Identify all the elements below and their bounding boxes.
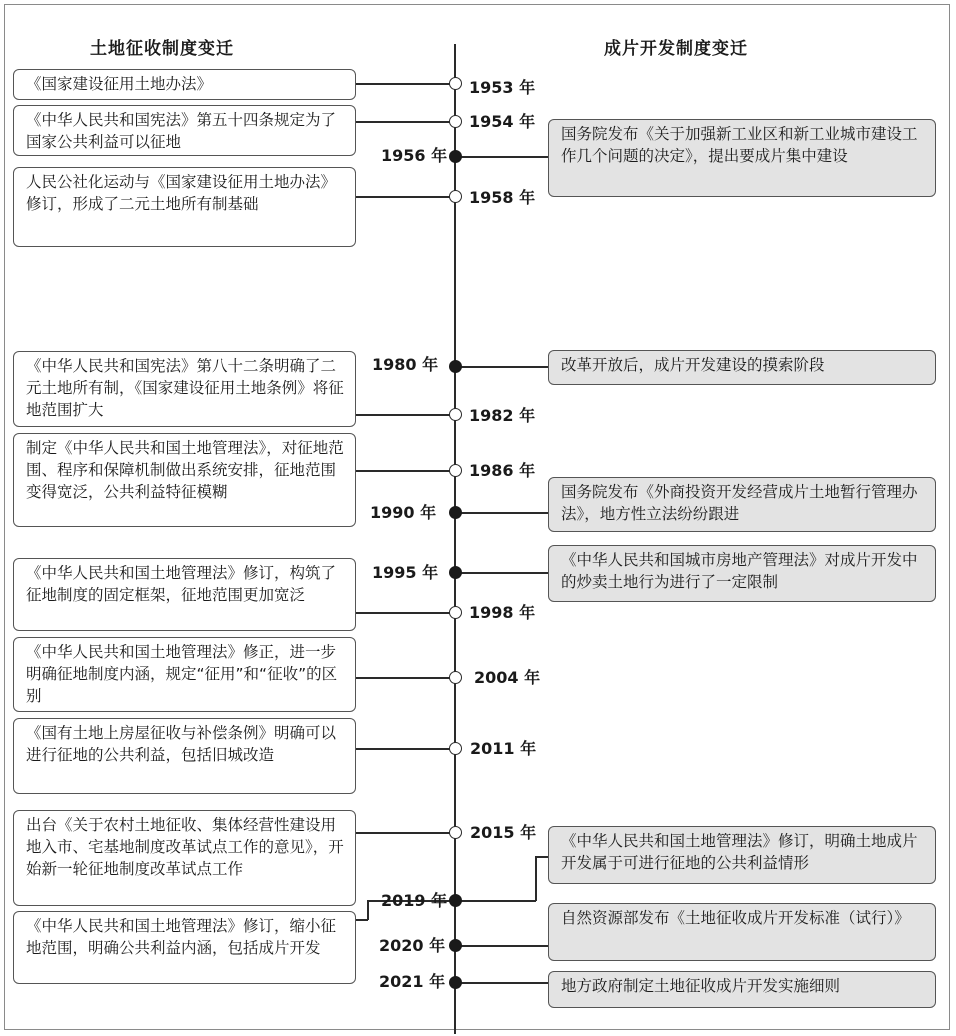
year-label-1998: 1998 年 [469,603,536,622]
connector-1980 [461,366,550,368]
year-label-1982: 1982 年 [469,406,536,425]
connector-2011 [355,748,450,750]
year-label-1958: 1958 年 [469,188,536,207]
year-label-2020: 2020 年 [379,936,446,955]
year-label-2004: 2004 年 [474,668,541,687]
year-label-2015: 2015 年 [470,823,537,842]
marker-1998 [449,606,462,619]
right-event-1990: 国务院发布《外商投资开发经营成片土地暂行管理办法》，地方性立法纷纷跟进 [548,477,936,532]
connector-1958 [355,196,450,198]
year-label-1995: 1995 年 [372,563,439,582]
left-event-1998: 《中华人民共和国土地管理法》修订，构筑了征地制度的固定框架，征地范围更加宽泛 [13,558,356,631]
marker-2004 [449,671,462,684]
marker-1982 [449,408,462,421]
year-label-1953: 1953 年 [469,78,536,97]
left-event-1954: 《中华人民共和国宪法》第五十四条规定为了国家公共利益可以征地 [13,105,356,156]
connector-2019-tick [355,919,368,921]
connector-2021 [461,982,550,984]
right-event-2019: 《中华人民共和国土地管理法》修订，明确土地成片开发属于可进行征地的公共利益情形 [548,826,936,884]
marker-1986 [449,464,462,477]
connector-1995 [461,572,550,574]
right-column-title: 成片开发制度变迁 [604,39,748,59]
left-event-2019: 《中华人民共和国土地管理法》修订，缩小征地范围，明确公共利益内涵，包括成片开发 [13,911,356,984]
left-event-1986: 制定《中华人民共和国土地管理法》，对征地范围、程序和保障机制做出系统安排，征地范围变得宽泛，公共利益特征模糊 [13,433,356,527]
connector-2004 [355,677,450,679]
connector-1982 [355,414,450,416]
marker-1958 [449,190,462,203]
marker-1953 [449,77,462,90]
year-label-2011: 2011 年 [470,739,537,758]
left-event-1982: 《中华人民共和国宪法》第八十二条明确了二元土地所有制，《国家建设征用土地条例》将征地范围扩大 [13,351,356,427]
connector-2020 [461,945,550,947]
left-event-2004: 《中华人民共和国土地管理法》修正，进一步明确征地制度内涵，规定“征用”和“征收”的区别 [13,637,356,712]
marker-2020 [449,939,462,952]
year-label-2019: 2019 年 [381,891,448,910]
connector-1998 [355,612,450,614]
connector-2019-bracket [367,900,369,920]
marker-1990 [449,506,462,519]
right-event-1956: 国务院发布《关于加强新工业区和新工业城市建设工作几个问题的决定》，提出要成片集中建设 [548,119,936,197]
marker-2019 [449,894,462,907]
connector-2015 [355,832,450,834]
connector-1986 [355,470,450,472]
connector-1956 [461,156,550,158]
marker-2011 [449,742,462,755]
right-event-2020: 自然资源部发布《土地征收成片开发标准（试行）》 [548,903,936,961]
right-event-1980: 改革开放后，成片开发建设的摸索阶段 [548,350,936,385]
marker-1995 [449,566,462,579]
year-label-2021: 2021 年 [379,972,446,991]
marker-1980 [449,360,462,373]
marker-2021 [449,976,462,989]
left-column-title: 土地征收制度变迁 [90,39,234,59]
left-event-2015: 出台《关于农村土地征收、集体经营性建设用地入市、宅基地制度改革试点工作的意见》，开始新一轮征地制度改革试点工作 [13,810,356,906]
connector-1953 [355,83,450,85]
year-label-1954: 1954 年 [469,112,536,131]
connector-1954 [355,121,450,123]
right-event-1995: 《中华人民共和国城市房地产管理法》对成片开发中的炒卖土地行为进行了一定限制 [548,545,936,602]
year-label-1956: 1956 年 [381,146,448,165]
year-label-1990: 1990 年 [370,503,437,522]
connector-2019-right [461,900,536,902]
marker-1956 [449,150,462,163]
left-event-1958: 人民公社化运动与《国家建设征用土地办法》修订，形成了二元土地所有制基础 [13,167,356,247]
year-label-1986: 1986 年 [469,461,536,480]
marker-1954 [449,115,462,128]
marker-2015 [449,826,462,839]
connector-1990 [461,512,550,514]
connector-2019-riser [535,856,537,901]
right-event-2021: 地方政府制定土地征收成片开发实施细则 [548,971,936,1008]
left-event-1953: 《国家建设征用土地办法》 [13,69,356,100]
left-event-2011: 《国有土地上房屋征收与补偿条例》明确可以进行征地的公共利益，包括旧城改造 [13,718,356,794]
year-label-1980: 1980 年 [372,355,439,374]
